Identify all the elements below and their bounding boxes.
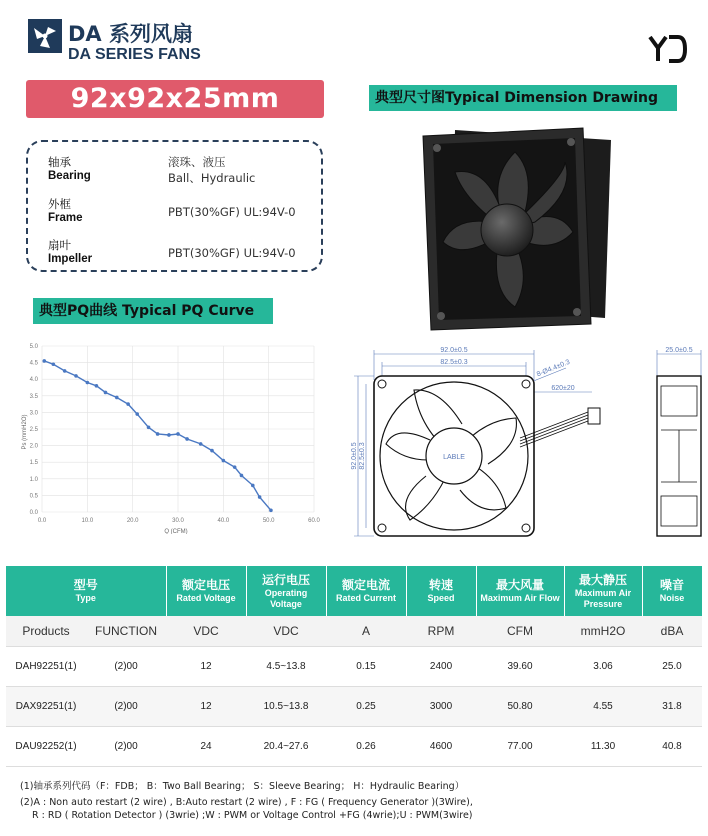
header-operating-voltage: 运行电压 Operating Voltage [246, 566, 326, 616]
y-tick-label: 0.5 [29, 493, 38, 500]
footnote-function-codes-cont: R : RD ( Rotation Detector ) (3wrie) ;W : PWM or Voltage Control +FG (4wrie);U : PWM(3wire) [32, 810, 473, 821]
y-tick-label: 4.5 [29, 360, 38, 367]
table-cell: 12 [166, 686, 246, 726]
unit-cell: mmH2O [564, 616, 642, 646]
table-cell: 12 [166, 646, 246, 686]
table-cell: 77.00 [476, 726, 564, 766]
pq-series-points [42, 359, 272, 512]
dimension-drawing-heading: 典型尺寸图Typical Dimension Drawing [369, 85, 677, 111]
pq-data-point [63, 369, 67, 373]
x-tick-label: 10.0 [81, 518, 94, 524]
y-tick-label: 5.0 [29, 344, 38, 350]
x-axis-ticks [38, 518, 321, 524]
pq-data-point [210, 449, 214, 453]
spec-frame-label-cn: 外框 [48, 197, 71, 211]
fan-logo-icon [28, 19, 62, 53]
pq-data-point [156, 432, 160, 436]
table-row [6, 686, 702, 726]
spec-frame-label-en: Frame [48, 212, 83, 224]
table-cell: 0.15 [326, 646, 406, 686]
dim-width-label: 92.0±0.5 [440, 347, 468, 354]
y-tick-label: 0.0 [29, 510, 38, 516]
unit-cell: CFM [476, 616, 564, 646]
header-rated-voltage: 额定电压 Rated Voltage [166, 566, 246, 616]
pq-data-point [176, 432, 180, 436]
x-tick-label: 0.0 [37, 518, 47, 524]
table-cell: 2400 [406, 646, 476, 686]
table-cell: 39.60 [476, 646, 564, 686]
pq-data-point [199, 442, 203, 446]
table-cell: 4.55 [564, 686, 642, 726]
header-max-air-pressure: 最大静压 Maximum Air Pressure [564, 566, 642, 616]
brand-title-en: DA SERIES FANS [68, 46, 201, 63]
hub-label-text: LABLE [443, 454, 465, 461]
pq-data-point [251, 484, 255, 488]
table-cell: (2)00 [86, 726, 166, 766]
unit-cell: dBA [642, 616, 702, 646]
spec-bearing-value-cn: 滚珠、液压 [168, 155, 226, 169]
table-cell: 4.5~13.8 [246, 646, 326, 686]
unit-cell: Products [6, 616, 86, 646]
table-row [6, 646, 702, 686]
unit-cell: RPM [406, 616, 476, 646]
y-tick-label: 2.5 [29, 427, 38, 433]
model-banner: 92x92x25mm [26, 80, 324, 118]
table-cell: (2)00 [86, 686, 166, 726]
x-tick-label: 60.0 [308, 518, 320, 524]
unit-cell: FUNCTION [86, 616, 166, 646]
x-tick-label: 40.0 [217, 518, 230, 524]
spec-bearing-label-cn: 轴承 [48, 155, 71, 169]
pq-data-point [86, 381, 90, 385]
spec-frame-value: PBT(30%GF) UL:94V-0 [168, 205, 296, 219]
dim-height-label: 92.0±0.5 [351, 442, 358, 470]
header-max-air-flow: 最大风量 Maximum Air Flow [476, 566, 564, 616]
chart-grid [42, 346, 314, 512]
unit-cell: VDC [246, 616, 326, 646]
table-cell: 31.8 [642, 686, 702, 726]
y-tick-label: 1.5 [29, 460, 38, 467]
y-tick-label: 2.0 [29, 443, 38, 450]
pq-data-point [269, 509, 273, 513]
dim-hole-spec-label: 8-Ø4.4±0.3 [535, 358, 571, 379]
y-tick-label: 4.0 [29, 377, 38, 384]
spec-impeller-label-en: Impeller [48, 253, 93, 265]
spec-bearing-label-en: Bearing [48, 170, 91, 182]
pq-data-point [222, 459, 226, 463]
table-cell: DAU92252(1) [6, 726, 86, 766]
dim-lead-label: 620±20 [551, 385, 575, 392]
fan-product-image [415, 122, 615, 332]
pq-data-point [95, 384, 99, 388]
pq-data-point [233, 465, 237, 469]
header-rated-current: 额定电流 Rated Current [326, 566, 406, 616]
pq-data-point [185, 437, 189, 441]
pq-data-point [42, 359, 46, 363]
table-cell: 3000 [406, 686, 476, 726]
footnote-function-codes: (2)A : Non auto restart (2 wire) , B:Auto restart (2 wire) , F : FG ( Frequency Generator )(3Wire), [20, 797, 473, 808]
pq-data-point [74, 374, 78, 378]
pq-data-point [240, 474, 244, 478]
dim-depth-label: 25.0±0.5 [665, 347, 693, 354]
table-header-row [6, 566, 702, 616]
spec-box [26, 140, 323, 272]
x-axis-label: Q (CFM) [164, 529, 188, 534]
dim-hole-label: 82.5±0.3 [440, 359, 468, 366]
table-cell: 24 [166, 726, 246, 766]
dim-height-hole-label: 82.5±0.3 [359, 442, 366, 470]
pq-data-point [258, 495, 262, 499]
pq-data-point [115, 396, 119, 400]
unit-cell: A [326, 616, 406, 646]
table-cell: 11.30 [564, 726, 642, 766]
spec-impeller-label-cn: 扇叶 [48, 238, 71, 252]
y-axis-ticks [30, 344, 39, 516]
y-tick-label: 3.0 [29, 410, 38, 417]
table-units-row [6, 616, 702, 646]
pq-data-point [126, 402, 130, 406]
dimension-drawing [330, 340, 708, 540]
specification-table [6, 566, 703, 767]
pq-data-point [167, 433, 171, 437]
brand-title-cn: DA 系列风扇 [68, 22, 193, 46]
table-cell: 40.8 [642, 726, 702, 766]
unit-cell: VDC [166, 616, 246, 646]
header-speed: 转速 Speed [406, 566, 476, 616]
pq-data-point [147, 426, 151, 430]
spec-bearing-value-en: Ball、Hydraulic [168, 171, 256, 185]
table-cell: DAX92251(1) [6, 686, 86, 726]
y-axis-label: Ps (mmH2O) [22, 414, 28, 450]
yd-logo-icon [648, 34, 688, 64]
table-cell: 25.0 [642, 646, 702, 686]
table-cell: (2)00 [86, 646, 166, 686]
footnote-bearing-codes: (1)轴承系列代码（F：FDB； B：Two Ball Bearing； S：Sleeve Bearing； H：Hydraulic Bearing） [20, 781, 465, 792]
y-tick-label: 1.0 [29, 476, 38, 483]
pq-curve-heading: 典型PQ曲线 Typical PQ Curve [33, 298, 273, 324]
pq-data-point [135, 412, 139, 416]
pq-data-point [104, 391, 108, 395]
y-tick-label: 3.5 [29, 393, 38, 400]
x-tick-label: 20.0 [126, 518, 139, 524]
table-cell: 4600 [406, 726, 476, 766]
header-noise: 噪音 Noise [642, 566, 702, 616]
table-cell: 50.80 [476, 686, 564, 726]
table-cell: 0.25 [326, 686, 406, 726]
pq-curve-chart [10, 334, 330, 534]
pq-data-point [52, 362, 56, 366]
header-type: 型号 Type [6, 566, 166, 616]
x-tick-label: 30.0 [172, 518, 184, 524]
x-tick-label: 50.0 [262, 518, 275, 524]
table-cell: 20.4~27.6 [246, 726, 326, 766]
table-row [6, 726, 702, 766]
table-cell: 3.06 [564, 646, 642, 686]
spec-impeller-value: PBT(30%GF) UL:94V-0 [168, 246, 296, 260]
table-cell: DAH92251(1) [6, 646, 86, 686]
table-cell: 10.5~13.8 [246, 686, 326, 726]
table-cell: 0.26 [326, 726, 406, 766]
